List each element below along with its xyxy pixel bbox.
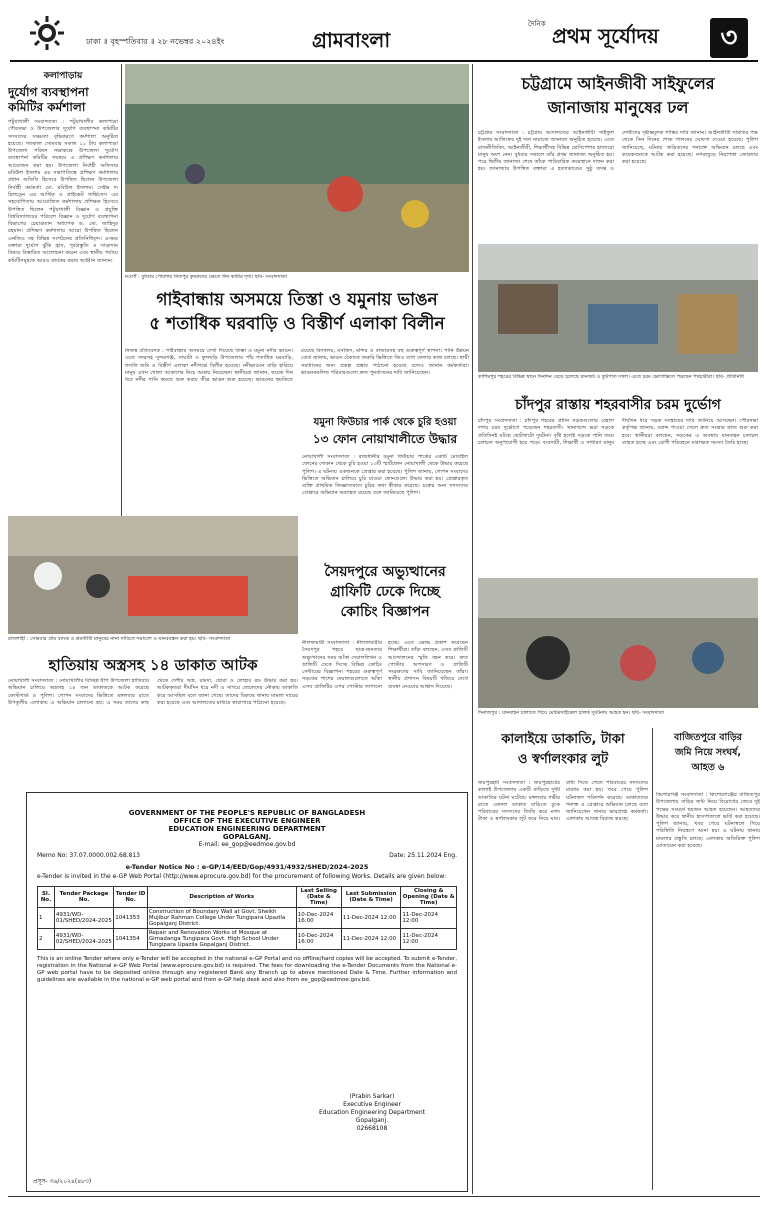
kolapara-kicker: কলাপাড়ায় [43,71,83,81]
tender-col: Closing & Opening (Date & Time) [402,888,455,906]
tender-table [37,886,457,950]
page-number: ৩ [710,18,748,58]
saidpur-body: নীলফামারী সংবাদদাতা : নীলফামারীর সৈয়দপুর শহরে ছাত্র-জনতার অভ্যুত্থানের সময় আঁকা দেয়াললিখন ও গ্রাফিটি ঢেকে দিচ্ছে বিভিন্ন কোচিং সেন্টারের বিজ্ঞাপন। শহরের গুরুত্বপূর্ণ সড়কের পাশের দেয়ালগুলোতে আঁকা এসব গ্রাফিটির ওপর পোস্টার লাগানো হচ্ছে। এতে ক্ষোভ প্রকাশ করেছেন শিক্ষার্থীরা। তাঁরা বলছেন, এসব গ্রাফিটি আন্দোলনের স্মৃতি বহন করে। দ্রুত পোস্টার অপসারণ ও গ্রাফিটি সংরক্ষণের দাবি জানিয়েছেন তাঁরা। স্থানীয় প্রশাসন বিষয়টি খতিয়ে দেখে ব্যবস্থা নেওয়ার আশ্বাস দিয়েছে। [302,640,468,690]
date-line: ঢাকা ॥ বৃহস্পতিবার ॥ ২৮ নভেম্বর ২০২৪ইং [86,37,225,46]
paper-small: দৈনিক [528,20,546,28]
kolapara-head: দুর্যোগ ব্যবস্থাপনা কমিটির কর্মশালা [8,85,89,114]
sun-logo-icon [30,16,64,50]
kolapara-body: পটুয়াখালী সংবাদদাতা : পটুয়াখালীর কলাপাড়া পৌরসভা ও উপজেলার দুর্যোগ ব্যবস্থাপনা কমিটির সদস্যদের সক্ষমতা বৃদ্ধিকরণে কর্মশালা অনুষ্ঠিত হয়েছে। গতকাল সোমবার সকাল ১১ টায় কলাপাড়া উপজেলা পরিষদ সভাকক্ষে উপজেলা দুর্যোগ ব্যবস্থাপনা কমিটির সমন্বয়ে এ প্রশিক্ষণ কর্মশালার আয়োজন করা হয়। উপজেলা নির্বাহী অফিসার রবিউল ইসলাম এর সভাপতিত্বে প্রশিক্ষণ কর্মশালায় প্রধান অতিথি হিসেবে উপস্থিত ছিলেন উপজেলা নির্বাহী কর্মকর্তা মো. রবিউল ইসলাম। সেইভ দ্য চিলড্রেন এর আর্থিক ও প্রাইভেট সার্ভিসেস এর সহযোগিতায় আয়োজিত কর্মশালায় প্রশিক্ষক হিসেবে উপস্থিত ছিলেন পটুয়াখালী বিজ্ঞান ও প্রযুক্তি বিশ্ববিদ্যালয়ের পরিবেশ বিজ্ঞান ও দুর্যোগ ব্যবস্থাপনা বিভাগের চেয়ারম্যান অধ্যাপক ড. মো. জাহিদুর রহমান। প্রশিক্ষণ কর্মশালায় আরো উপস্থিত ছিলেন এনজিও সহ বিভিন্ন সংগঠনের প্রতিনিধিবৃন্দ। এসময় বক্তারা দুর্যোগ ঝুঁকি হ্রাস, পূর্বপ্রস্তুতি ও সাড়াদান বিষয়ে বিস্তারিত আলোচনা করেন এবং স্থানীয় পর্যায়ে কমিটিসমূহকে আরও কার্যকর করার আহ্বান জানান। [8,119,118,264]
kalai-body: জয়পুরহাট সংবাদদাতা : জয়পুরহাটের কালাই উপজেলায় একটি বাড়িতে দুর্ধর্ষ ডাকাতির ঘটনা ঘটেছে। মঙ্গলবার গভীর রাতে একদল ডাকাত বাড়িতে ঢুকে পরিবারের সদস্যদের জিম্মি করে নগদ টাকা ও স্বর্ণালংকার লুট করে নিয়ে যায়। বাধা দিতে গেলে পরিবারের সদস্যদের মারধর করা হয়। খবর পেয়ে পুলিশ ঘটনাস্থল পরিদর্শন করেছে। ডাকাতদের শনাক্ত ও গ্রেপ্তারে অভিযান চলছে বলে জানিয়েছেন থানার ভারপ্রাপ্ত কর্মকর্তা। এলাকায় আতঙ্ক বিরাজ করছে। [478,780,648,823]
ctg-head: চট্টগ্রামে আইনজীবী সাইফুলের জানাজায় মানুষের ঢল [521,74,715,117]
paper-name: প্রথম সূর্যোদয় [552,24,659,48]
tender-notice-no: e-Tender Notice No : e-GP/14/EED/Gop/4931/4932/SHED/2024-2025 [125,863,369,871]
tender-dept: EDUCATION ENGINEERING DEPARTMENT [168,825,326,833]
tender-sign-name: (Prabin Sarkar) [349,1093,395,1100]
tender-office: OFFICE OF THE EXECUTIVE ENGINEER [173,817,321,825]
tender-district: GOPALGANJ. [222,833,272,841]
bajitpur-body: কিশোরগঞ্জ সংবাদদাতা : কিশোরগঞ্জের বাজিতপুর উপজেলায় বাড়ির জমি নিয়ে বিরোধের জেরে দুই পক্ষের সংঘর্ষে ছয়জন আহত হয়েছেন। আহতদের উদ্ধার করে স্থানীয় হাসপাতালে ভর্তি করা হয়েছে। পুলিশ জানায়, খবর পেয়ে ঘটনাস্থলে গিয়ে পরিস্থিতি নিয়ন্ত্রণে আনা হয়। এ ঘটনায় থানায় মামলার প্রস্তুতি চলছে। এলাকায় অতিরিক্ত পুলিশ মোতায়েন করা হয়েছে। [656,792,760,850]
tender-intro: e-Tender is invited in the e-GP Web Portal (http://www.eprocure.gov.bd) for the procurement of following Works. Details are given below: [37,873,447,880]
tender-date: Date: 25.11.2024 Eng. [389,852,457,859]
bottom-photo [478,578,758,708]
hatia-body: নোয়াখালী সংবাদদাতা : নোয়াখালীর বিচ্ছিন্ন দ্বীপ উপজেলা হাতিয়ায় অভিযান চালিয়ে অস্ত্রসহ ১৪ জন ডাকাতকে আটক করেছে কোস্টগার্ড ও পুলিশ। গোপন সংবাদের ভিত্তিতে মঙ্গলবার রাতে উপকূলীয় এলাকায় এ অভিযান চালানো হয়। এ সময় তাদের কাছ থেকে দেশীয় অস্ত্র, রামদা, ছোরা ও লোহার রড উদ্ধার করা হয়। আটককৃতরা দীর্ঘদিন ধরে নদী ও সাগরে জেলেদের নৌকায় ডাকাতি করে আসছিল বলে জানা গেছে। তাদের বিরুদ্ধে থানায় মামলা দায়ের করা হয়েছে এবং আদালতের মাধ্যমে কারাগারে পাঠানো হয়েছে। [8,678,298,706]
tender-col: Tender Package No. [54,887,113,908]
article-kolapara [8,64,118,514]
ctg-body: চট্টগ্রাম সংবাদদাতা : চট্টগ্রাম আদালতের আইনজীবী সাইফুল ইসলাম আলিফের দুই দফা নামাজে জানাজা অনুষ্ঠিত হয়েছে। এতে রাজনীতিবিদ, আইনজীবী, শিক্ষার্থীসহ বিভিন্ন শ্রেণিপেশার হাজারো মানুষ অংশ নেন। বুধবার সকালে তাঁর প্রথম জানাজা অনুষ্ঠিত হয়। পরে দ্বিতীয় জানাজা শেষে তাঁকে পারিবারিক কবরস্থানে দাফন করা হয়। জানাজায় উপস্থিত বক্তারা এ হত্যাকাণ্ডের সুষ্ঠু তদন্ত ও দোষীদের দৃষ্টান্তমূলক শাস্তির দাবি জানান। আইনজীবী সমিতির পক্ষ থেকে তিন দিনের শোক পালনের ঘোষণা দেওয়া হয়েছে। পুলিশ জানিয়েছে, ঘটনায় জড়িতদের শনাক্তে অভিযান চলছে এবং কয়েকজনকে আটক করা হয়েছে। নগরজুড়ে নিরাপত্তা জোরদার করা হয়েছে। [478,130,758,173]
header-bar [0,0,768,64]
ctg-photo-caption: কাশিমপুর শহরের বিভিন্ন স্থানে দিনদিন বেড়ে চলেছে যানজট ও ফুটপাত দখল। এতে চরম ভোগান্তিতে পড়ছেন পথচারীরা। ছবি- প্রতিনিধি [478,374,744,380]
chandpur-head: চাঁদপুর রাস্তায় শহরবাসীর চরম দুর্ভোগ [515,397,721,413]
top-photo-caption: নওগাঁ : বুধবার পোরশায় নিতপুর কৃষকদের ক্ষেতে ধান কাটার দৃশ্য। ছবি- সংবাদদাতা [125,274,287,280]
gaibandha-body: নিজস্ব প্রতিবেদক : গাইবান্ধায় অসময়ে দেখা দিয়েছে তিস্তা ও যমুনা নদীর ভাঙন। এতে সদরসহ সুন্দরগঞ্জ, সাঘাটা ও ফুলছড়ি উপজেলার পাঁচ শতাধিক ঘরবাড়ি, ফসলি জমি ও বিস্তীর্ণ এলাকা নদীগর্ভে বিলীন হয়েছে। নদীভাঙনে বাড়ি হারিয়ে মানুষ এখন খোলা আকাশের নিচে আশ্রয় নিয়েছেন। স্থানীয়রা জানান, কয়েক দিন ধরে নদীর পানি কমতে শুরু করায় তীব্র ভাঙন শুরু হয়েছে। ভাঙনের হুমকিতে রয়েছে বিদ্যালয়, মসজিদ, মন্দির ও বাজারসহ বহু গুরুত্বপূর্ণ স্থাপনা। পানি উন্নয়ন বোর্ড জানায়, ভাঙন ঠেকাতে জরুরি ভিত্তিতে জিও ব্যাগ ফেলার কাজ চলছে। স্থায়ী সমাধানের জন্য প্রকল্প প্রস্তাব পাঠানো হয়েছে বলেও জানান কর্মকর্তারা। ভাঙনকবলিত পরিবারগুলো দ্রুত পুনর্বাসনের দাবি জানিয়েছেন। [125,348,469,384]
tender-sign-office: Education Engineering Department [319,1109,425,1116]
chandpur-body: চাঁদপুর সংবাদদাতা : চাঁদপুর শহরের প্রধান সড়কগুলোর বেহাল দশায় চরম দুর্ভোগে পড়েছেন শহরবাসী। খানাখন্দে ভরা সড়কে প্রতিদিনই ঘটছে ছোটখাটো দুর্ঘটনা। বৃষ্টি হলেই সড়কে পানি জমে চলাচল অনুপযোগী হয়ে পড়ে। ব্যবসায়ী, শিক্ষার্থী ও সাধারণ মানুষ দীর্ঘদিন ধরে সড়ক সংস্কারের দাবি জানিয়ে আসছেন। পৌরসভা কর্তৃপক্ষ জানায়, বরাদ্দ পাওয়া গেলে দ্রুত সংস্কার কাজ শুরু করা হবে। স্থানীয়রা বলছেন, সড়কের এ অবস্থায় যানবাহন চলাচল ব্যাহত হচ্ছে এবং রোগী পরিবহনে মারাত্মক সমস্যা তৈরি হচ্ছে। [478,418,758,446]
bottom-photo-caption: দিনাজপুর : যানবাহন চালাতে গিয়ে মোটরসাইকেল চালক দুর্ঘটনায় আহত হন। ছবি- সংবাদদাতা [478,710,664,716]
tender-row: 2 4931/WD-02/SHED/2024-2025 1041354 Repair and Renovation Works of Mosque at Gimadanga Tungipara Govt. High School Under Tungipara Upazila Gopalganj District. 10-Dec-2024 16:00 11-Dec-2024 12:00 11-Dec-2024 12:00 [38,929,457,950]
header-rule [10,60,758,62]
tender-col: Last Selling (Date & Time) [296,887,341,908]
kalai-head: কালাইয়ে ডাকাতি, টাকা ও স্বর্ণালংকার লুট [501,732,625,767]
tender-col: Description of Works [147,887,296,908]
tender-sign-title: Executive Engineer [343,1101,401,1108]
tender-notice [26,792,468,1192]
divider [472,64,473,1194]
divider [652,728,653,1190]
tender-ref: প্রসূস- ৩৬/২০২৪(৪৮৩) [33,1178,92,1185]
ctg-photo [478,244,758,372]
gaibandha-head: গাইবান্ধায় অসময়ে তিস্তা ও যমুনায় ভাঙন ৫ শতাধিক ঘরবাড়ি ও বিস্তীর্ণ এলাকা বিলীন [149,290,445,334]
mid-photo [8,516,298,634]
top-photo [125,64,469,272]
hatia-head: হাতিয়ায় অস্ত্রসহ ১৪ ডাকাত আটক [48,656,258,674]
phone-head: যমুনা ফিউচার পার্ক থেকে চুরি হওয়া ১৩ ফোন নোয়াখালীতে উদ্ধার [312,417,458,446]
saidpur-head: সৈয়দপুরে অভ্যুত্থানের গ্রাফিটি ঢেকে দিচ্ছে কোচিং বিজ্ঞাপন [324,564,446,620]
section-title: গ্রামবাংলা [312,28,391,52]
tender-footer: This is an online Tender where only e-Tender will be accepted in the national e-GP Portal and no offline/hard copies will be accepted. To submit e-Tender, registration in the National e-GP Web Portal (www.eprocure.gov.bd) is required. The fees for downloading the e-Tender Documents from the National e-GP web portal have to be deposited online through any registered Bank any Branch up to above mentioned Date & Time. Further information and guidelines are available in the national e-GP web portal and from e-GP help desk and also from ee_gop@eedmoe.gov.bd. [37,956,457,983]
tender-sign-place: Gopalganj. [355,1117,389,1124]
mid-photo-caption: রাজশাহী : সোমবার গ্রাম ব্যাংক ও শ্রমজীবী মানুষের নানা দাবিতে সমাবেশ ও মানববন্ধন করা হয়। ছবি- সংবাদদাতা [8,636,231,642]
bajitpur-head: বাজিতপুরে বাড়ির জমি নিয়ে সংঘর্ষ, আহত ৬ [674,732,742,773]
phone-body: নোয়াখালী সংবাদদাতা : রাজধানীর যমুনা ফিউচার পার্কের একটি মোবাইল ফোনের দোকান থেকে চুরি হওয়া ১৩টি স্মার্টফোন নোয়াখালী থেকে উদ্ধার করেছে পুলিশ। এ ঘটনায় একজনকে গ্রেপ্তার করা হয়েছে। পুলিশ জানায়, গোপন সংবাদের ভিত্তিতে অভিযান চালিয়ে চুরি যাওয়া ফোনগুলো উদ্ধার করা হয়। গ্রেপ্তারকৃত ব্যক্তি প্রাথমিক জিজ্ঞাসাবাদে চুরির কথা স্বীকার করেছে। চক্রের অন্য সদস্যদের গ্রেপ্তারে অভিযান অব্যাহত রয়েছে বলে জানিয়েছে পুলিশ। [302,454,468,497]
tender-govt: GOVERNMENT OF THE PEOPLE'S REPUBLIC OF BANGLADESH [128,809,366,817]
divider [121,64,122,520]
footer-rule [8,1196,760,1197]
tender-col: Sl. No. [38,887,55,908]
tender-col: Tender ID No. [114,887,148,908]
tender-row: 1 4931/WD-01/SHED/2024-2025 1041353 Construction of Boundary Wall at Govt. Sheikh Mujibur Rahman College Under Tungipara Upazila Gopalganj District. 10-Dec-2024 16:00 11-Dec-2024 12:00 11-Dec-2024 12:00 [38,908,457,929]
tender-memo: Memo No: 37.07.0000.002.68.813 [37,852,140,859]
tender-col: Last Submission (Date & Time) [341,887,400,908]
tender-email: E-mail: ee_gop@eedmoe.gov.bd [198,841,296,848]
tender-sign-phone: 02668108 [356,1125,388,1132]
